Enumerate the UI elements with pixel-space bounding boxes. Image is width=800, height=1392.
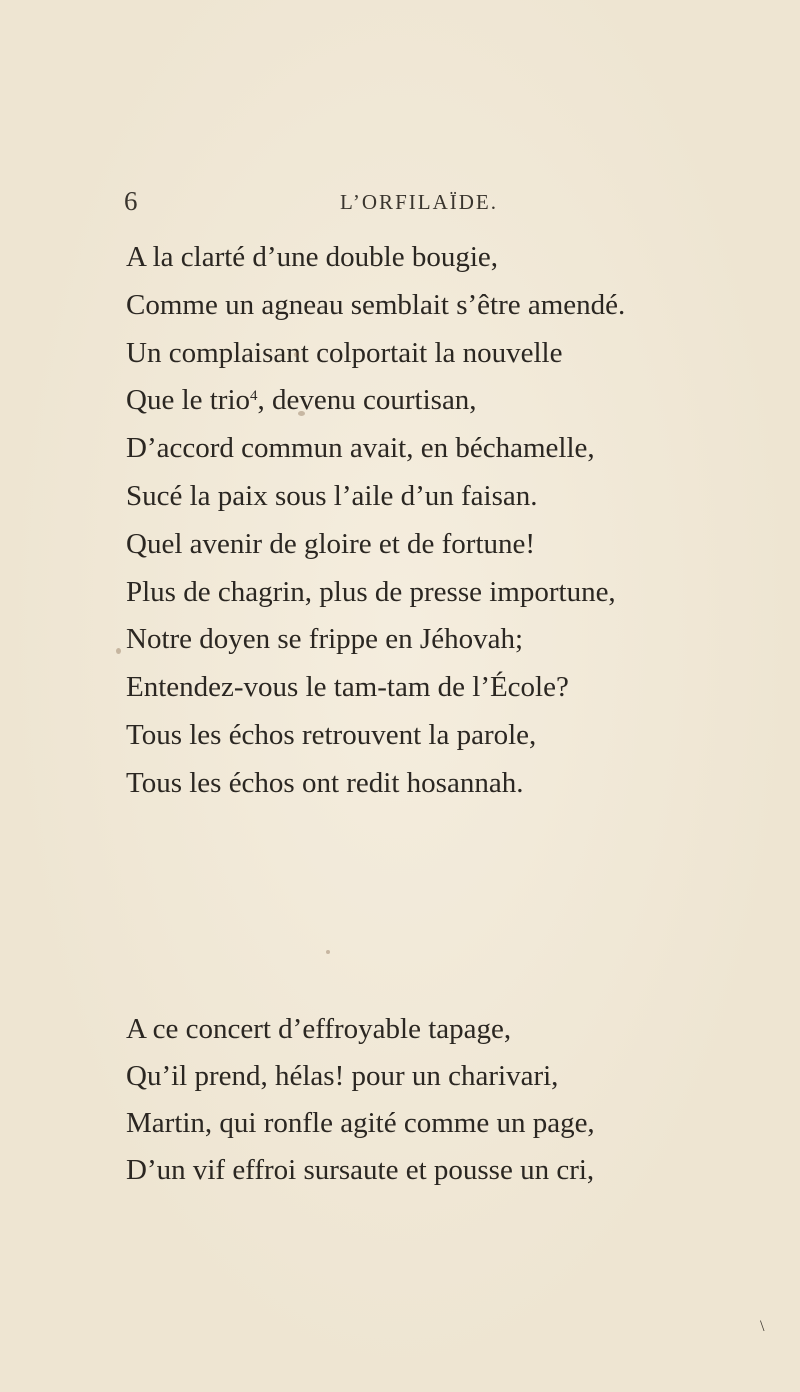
verse-line: D’accord commun avait, en béchamelle,: [126, 432, 595, 465]
footnote-ref: 4: [250, 388, 258, 405]
verse-line: A la clarté d’une double bougie,: [126, 241, 499, 273]
verse-line: Sucé la paix sous l’aile d’un faisan.: [126, 479, 538, 512]
verse-line: Martin, qui ronfle agité comme un page,: [126, 1107, 595, 1139]
verse-line: Quel avenir de gloire et de fortune!: [126, 527, 536, 560]
ink-speck: [116, 648, 121, 654]
running-title: L’ORFILAÏDE.: [340, 190, 498, 214]
verse-line: A ce concert d’effroyable tapage,: [126, 1013, 512, 1045]
verse-line: Plus de chagrin, plus de presse importune,: [126, 575, 616, 608]
stanza-2: [126, 1006, 595, 1194]
verse-line: Qu’il prend, hélas! pour un charivari,: [126, 1060, 559, 1092]
verse-line: Tous les échos retrouvent la parole,: [126, 718, 537, 751]
verse-line: Notre doyen se frippe en Jéhovah;: [126, 623, 524, 656]
verse-line-with-footnote: [126, 377, 625, 425]
page-header: [0, 186, 800, 226]
verse-line: Entendez-vous le tam-tam de l’École?: [126, 671, 569, 704]
verse-text: Que le trio: [126, 384, 251, 417]
ink-speck: [326, 950, 330, 954]
ink-speck: [294, 352, 299, 357]
verse-line: Tous les échos ont redit hosannah.: [126, 766, 524, 799]
verse-line: Un complaisant colportait la nouvelle: [126, 336, 563, 369]
verse-line: D’un vif effroi sursaute et pousse un cri,: [126, 1154, 595, 1186]
corner-mark: \: [760, 1318, 765, 1335]
page-number: 6: [124, 186, 138, 216]
ink-speck: [298, 411, 305, 416]
verse-text: , devenu courtisan,: [257, 384, 477, 417]
verse-line: Comme un agneau semblait s’être amendé.: [126, 288, 626, 321]
stanza-1: [126, 234, 625, 808]
